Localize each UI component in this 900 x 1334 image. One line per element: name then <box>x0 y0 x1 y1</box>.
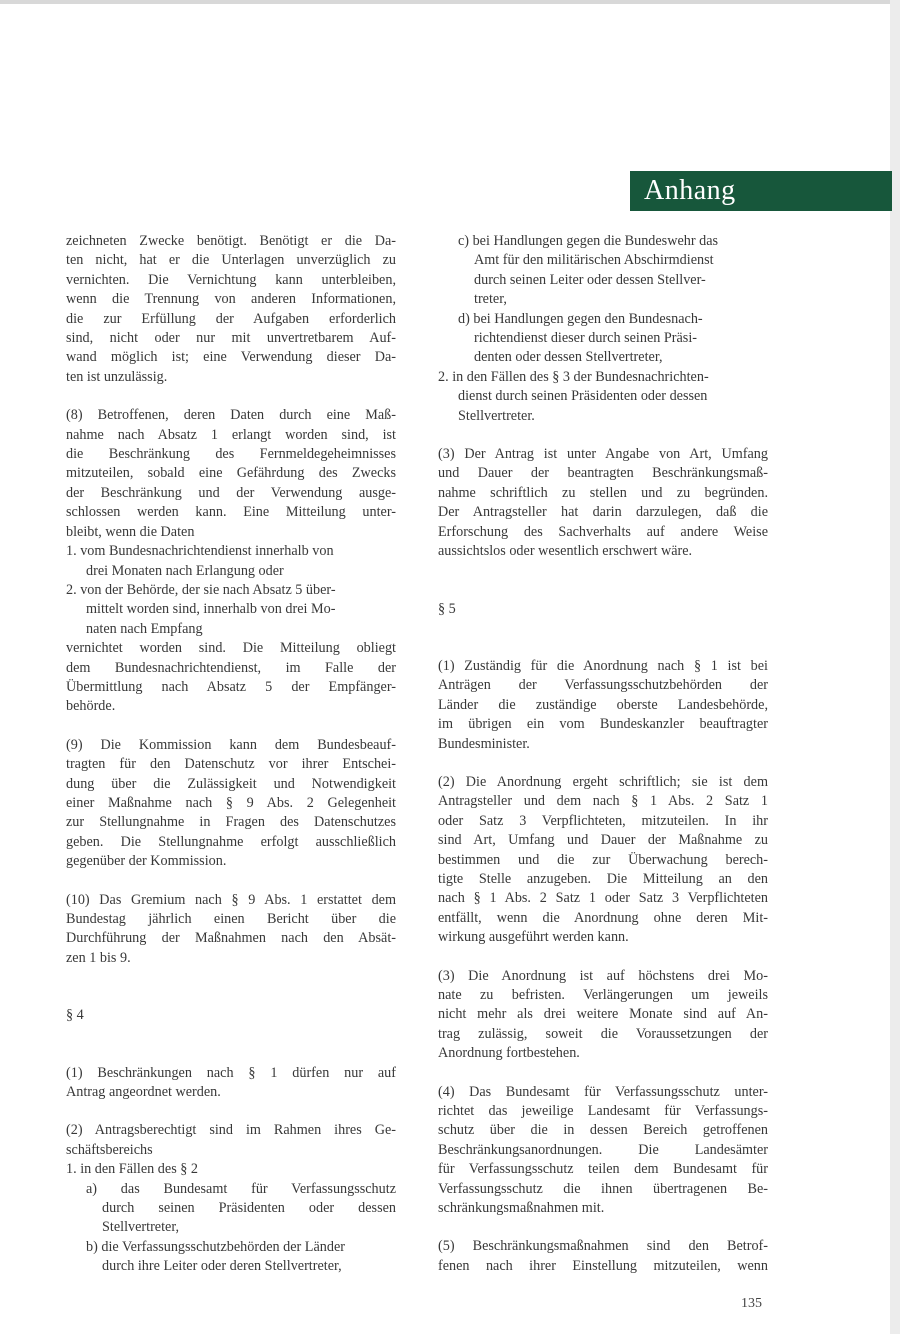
text-line: Antrag angeordnet werden. <box>66 1084 221 1101</box>
text-line: Anträgen der Verfassungsschutzbehörden der <box>438 677 768 694</box>
text-line: Beschränkungsanordnungen. Die Landesämter <box>438 1141 768 1158</box>
list-item: 2. in den Fällen des § 3 der Bundesnachrichten- <box>438 368 709 385</box>
text-line: Antragsteller und dem nach § 1 Abs. 2 Satz 1 <box>438 793 768 810</box>
text-line: zeichneten Zwecke benötigt. Benötigt er die Da- <box>66 233 396 249</box>
text-line: schäftsbereichs <box>66 1141 153 1158</box>
text-line: Der Antragsteller hat darin darzulegen, daß die <box>438 504 768 521</box>
text-line: Verfassungsschutz die ihnen übertragenen Be- <box>438 1180 768 1197</box>
left-column <box>66 232 396 1296</box>
section-banner <box>630 171 892 211</box>
text-line: und Dauer der beantragten Beschränkungsmaß- <box>438 465 768 482</box>
s4-paragraph-1 <box>66 1064 396 1103</box>
right-column <box>438 232 768 1295</box>
spacer <box>438 581 768 600</box>
list-item: 1. in den Fällen des § 2 <box>66 1161 199 1178</box>
text-line: vernichten. Die Vernichtung kann unterbleiben, <box>66 271 396 288</box>
text-line: nicht mehr als drei weitere Monate sind auf An- <box>438 1006 768 1023</box>
text-line: gegenüber der Kommission. <box>66 853 227 870</box>
text-line: aussichtslos oder wesentlich erschwert wäre. <box>438 543 693 560</box>
spacer <box>66 1045 396 1064</box>
text-line: einer Maßnahme nach § 9 Abs. 2 Gelegenheit <box>66 794 396 811</box>
text-line: (1) Zuständig für die Anordnung nach § 1 ist bei <box>438 657 768 674</box>
text-line: nate zu befristen. Verlängerungen um jeweils <box>438 987 768 1003</box>
text-line: behörde. <box>66 698 116 715</box>
text-line: nahme schriftlich zu stellen und zu begründen. <box>438 484 768 501</box>
text-line: (4) Das Bundesamt für Verfassungsschutz unter- <box>438 1083 768 1100</box>
text-line: wirkung ausgeführt werden kann. <box>438 929 629 946</box>
text-line: schutz über die in dessen Bereich getroffenen <box>438 1122 768 1139</box>
text-line: im übrigen ein vom Bundeskanzler beauftragter <box>438 716 768 733</box>
text-line: sind Art, Umfang und Dauer der Maßnahme zu <box>438 832 768 849</box>
list-item-continuation: drei Monaten nach Erlangung oder <box>86 562 284 579</box>
text-line: (10) Das Gremium nach § 9 Abs. 1 erstattet dem <box>66 891 396 908</box>
s5-paragraph-3 <box>438 967 768 1064</box>
text-line: die Beschränkung des Fernmeldegeheimnisses <box>66 446 396 463</box>
text-line: Erforschung des Sachverhalts auf andere Weise <box>438 523 768 540</box>
text-line: schlossen werden kann. Eine Mitteilung unter- <box>66 504 396 521</box>
text-line: fenen nach ihrer Einstellung mitzuteilen, wenn <box>438 1257 768 1274</box>
sub-list-item-continuation: denten oder dessen Stellvertreter, <box>474 349 663 366</box>
text-line: wand möglich ist; eine Verwendung dieser Da- <box>66 349 396 366</box>
sub-list-item-continuation: Stellvertreter, <box>102 1219 180 1236</box>
text-line: (3) Die Anordnung ist auf höchstens drei Mo- <box>438 967 768 984</box>
sub-list-item-continuation: durch ihre Leiter oder deren Stellvertreter, <box>102 1258 342 1275</box>
text-line: mitzuteilen, sobald eine Gefährdung des Zwecks <box>66 465 396 482</box>
list-item: 1. vom Bundesnachrichtendienst innerhalb von <box>66 543 334 560</box>
text-line: entfällt, wenn die Anordnung ohne deren Mit- <box>438 909 768 926</box>
section-heading-5: § 5 <box>438 600 456 617</box>
list-c-d <box>438 232 768 426</box>
text-line: richtet das jeweilige Landesamt für Verfassungs- <box>438 1103 768 1120</box>
text-line: tragten für den Datenschutz vor ihrer Entschei- <box>66 756 396 773</box>
sub-list-item-continuation: treter, <box>474 291 507 308</box>
text-line: wenn die Trennung von anderen Informationen, <box>66 291 396 308</box>
text-line: (5) Beschränkungsmaßnahmen sind den Betrof- <box>438 1238 768 1255</box>
text-line: oder Satz 3 Verpflichteten, mitzuteilen. In ihr <box>438 812 768 829</box>
spacer <box>66 987 396 1006</box>
text-line: zur Stellungnahme in Fragen des Datenschutzes <box>66 814 396 831</box>
page-number: 135 <box>741 1296 762 1311</box>
text-line: ten ist unzulässig. <box>66 368 168 385</box>
text-line: nahme nach Absatz 1 erlangt worden sind, ist <box>66 426 396 443</box>
text-line: (1) Beschränkungen nach § 1 dürfen nur auf <box>66 1064 396 1081</box>
text-line: sind, nicht oder nur mit unvertretbarem Auf- <box>66 330 396 347</box>
text-line: dung über die Zulässigkeit und Notwendigkeit <box>66 775 396 792</box>
paragraph-9 <box>66 736 396 872</box>
sub-list-item: a) das Bundesamt für Verfassungsschutz <box>86 1180 396 1197</box>
text-line: Durchführung der Maßnahmen nach den Absät- <box>66 930 396 947</box>
paragraph-10 <box>66 891 396 969</box>
text-line: vernichtet worden sind. Die Mitteilung obliegt <box>66 640 396 657</box>
paragraph-continuation <box>66 232 396 387</box>
text-line: (8) Betroffenen, deren Daten durch eine Maß- <box>66 407 396 424</box>
paragraph-8 <box>66 406 396 717</box>
s5-paragraph-4 <box>438 1083 768 1219</box>
text-line: geben. Die Stellungnahme erfolgt ausschließlich <box>66 833 396 850</box>
list-item: 2. von der Behörde, der sie nach Absatz 5 über- <box>66 581 336 598</box>
paragraph-3 <box>438 445 768 561</box>
text-line: Übermittlung nach Absatz 5 der Empfänger- <box>66 678 396 695</box>
banner-title: Anhang <box>644 175 736 206</box>
text-line: ten nicht, hat er die Unterlagen unverzüglich zu <box>66 252 396 269</box>
sub-list-item: b) die Verfassungsschutzbehörden der Länder <box>86 1238 345 1255</box>
sub-list-item-continuation: durch seinen Präsidenten oder dessen <box>102 1200 396 1217</box>
spacer <box>438 638 768 657</box>
text-line: der Beschränkung und der Verwendung ausge- <box>66 484 396 501</box>
sub-list-item: d) bei Handlungen gegen den Bundesnach- <box>458 310 703 327</box>
text-line: dem Bundesnachrichtendienst, im Falle der <box>66 659 396 676</box>
text-line: zen 1 bis 9. <box>66 949 131 966</box>
text-line: nach § 1 Abs. 2 Satz 1 oder Satz 3 Verpflichteten <box>438 890 768 907</box>
text-line: bestimmen und die zur Überwachung berech- <box>438 851 768 868</box>
text-line: tigte Stelle anzugeben. Die Mitteilung an den <box>438 870 768 887</box>
text-line: schränkungsmaßnahmen mit. <box>438 1200 605 1217</box>
text-line: (2) Antragsberechtigt sind im Rahmen ihres Ge- <box>66 1122 396 1139</box>
s4-paragraph-2 <box>66 1121 396 1276</box>
text-line: (9) Die Kommission kann dem Bundesbeauf- <box>66 736 396 753</box>
s5-paragraph-1 <box>438 657 768 754</box>
sub-list-item-continuation: durch seinen Leiter oder dessen Stellver- <box>474 271 706 288</box>
text-line: Anordnung fortbestehen. <box>438 1045 580 1062</box>
s5-paragraph-5 <box>438 1237 768 1276</box>
text-line: bleibt, wenn die Daten <box>66 523 195 540</box>
sub-list-item-continuation: Amt für den militärischen Abschirmdienst <box>474 252 714 269</box>
list-item-continuation: mittelt worden sind, innerhalb von drei Mo- <box>86 601 336 618</box>
text-line: trag zulässig, soweit die Voraussetzungen der <box>438 1025 768 1042</box>
list-item-continuation: naten nach Empfang <box>86 620 203 637</box>
s5-paragraph-2 <box>438 773 768 948</box>
text-line: Länder die zuständige oberste Landesbehörde, <box>438 696 768 713</box>
list-item-continuation: Stellvertreter. <box>458 407 535 424</box>
text-line: Bundestag jährlich einen Bericht über die <box>66 911 396 927</box>
list-item-continuation: dienst durch seinen Präsidenten oder dessen <box>458 388 708 405</box>
text-line: für Verfassungsschutz teilen dem Bundesamt für <box>438 1161 768 1178</box>
text-line: (3) Der Antrag ist unter Angabe von Art, Umfang <box>438 446 768 463</box>
text-line: (2) Die Anordnung ergeht schriftlich; sie ist dem <box>438 773 768 790</box>
text-line: die zur Erfüllung der Aufgaben erforderlich <box>66 310 396 327</box>
top-border <box>0 0 900 4</box>
sub-list-item-continuation: richtendienst dieser durch seinen Präsi- <box>474 330 697 347</box>
text-line: Bundesminister. <box>438 735 530 752</box>
section-heading-4: § 4 <box>66 1007 84 1024</box>
sub-list-item: c) bei Handlungen gegen die Bundeswehr das <box>458 233 719 249</box>
